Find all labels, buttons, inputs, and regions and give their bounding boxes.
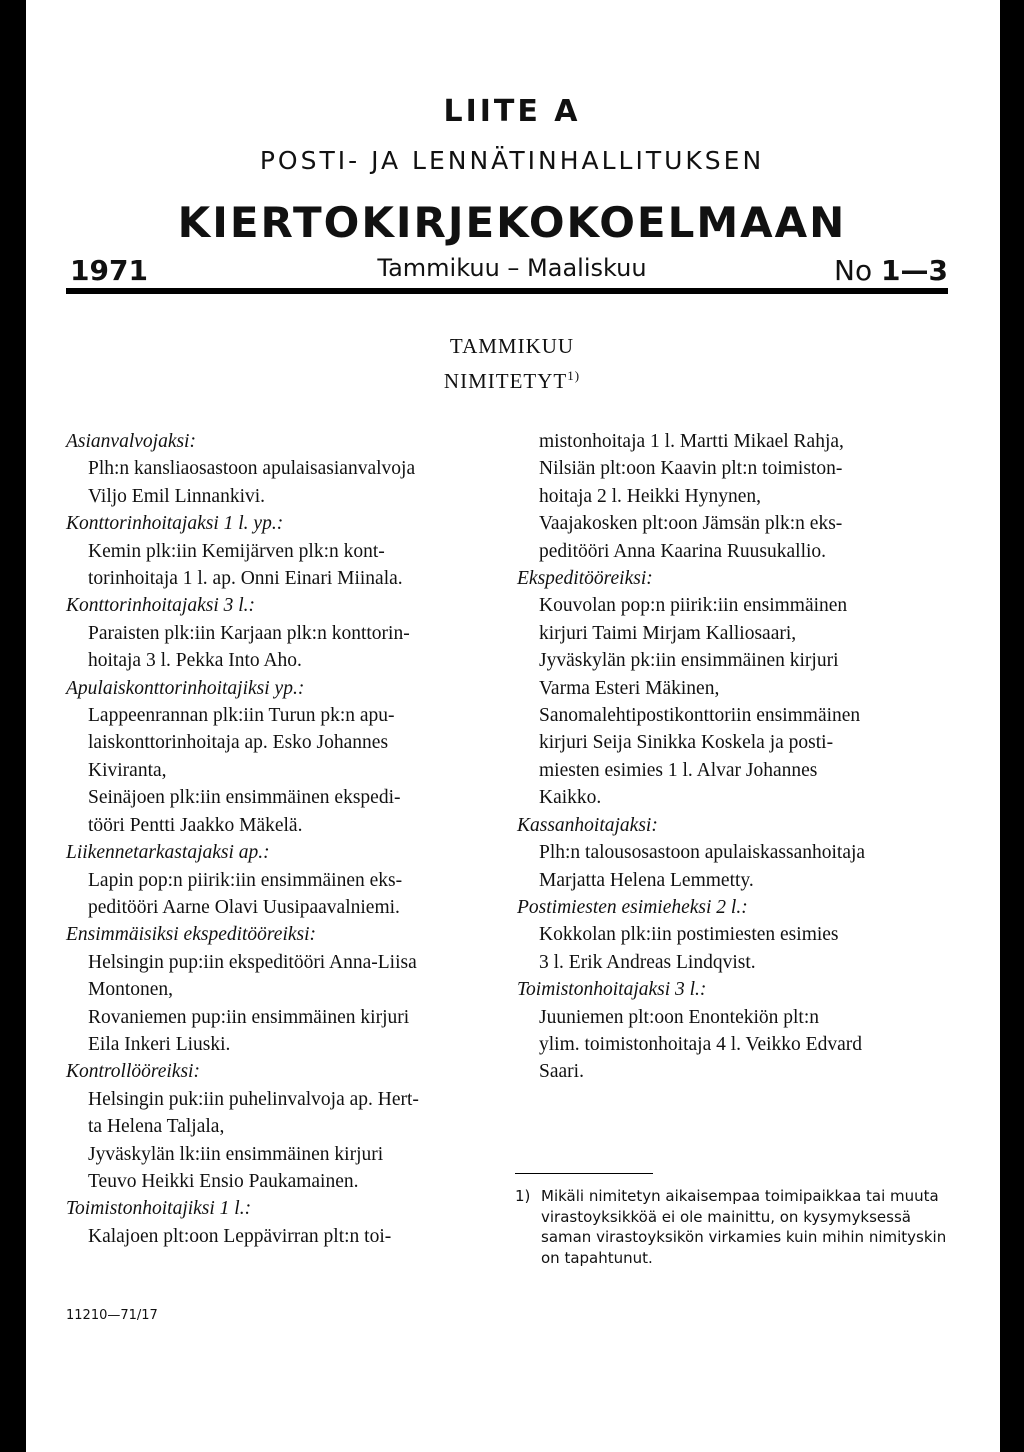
footnote [515,1186,955,1268]
text-line: miesten esimies 1 l. Alvar Johannes [539,759,818,781]
text-line: hoitaja 2 l. Heikki Hynynen, [539,485,762,507]
text-line: laiskonttorinhoitaja ap. Esko Johannes [88,732,389,754]
appendix-label: LIITE A [443,94,581,129]
section-month: TAMMIKUU [449,334,575,358]
text-line: Kokkolan plk:iin postimiesten esimies [539,924,839,946]
collection-title: KIERTOKIRJEKOKOELMAAN [177,198,847,247]
text-line: Plh:n talousosastoon apulaiskassanhoitaja [539,842,866,864]
year-label: 1971 [70,254,148,287]
text-line: Kiviranta, [88,759,167,781]
text-line: Helsingin pup:iin ekspeditööri Anna-Liisa [88,951,417,973]
header-rule [66,288,948,294]
footnote-text: Mikäli nimitetyn aikaisempaa toimipaikkaa tai muuta virastoyksikköä ei ole mainittu, on kysymyksessä saman virastoyksikön virkamies kuin mihin nimityskin on tapahtunut. [541,1187,947,1267]
section-heading: Kassanhoitajaksi: [517,814,658,836]
text-line: Kalajoen plt:oon Leppävirran plt:n toi- [88,1225,392,1247]
section-heading: Konttorinhoitajaksi 3 l.: [66,595,256,617]
text-line: peditööri Anna Kaarina Ruusukallio. [539,540,827,562]
text-line: Nilsiän plt:oon Kaavin plt:n toimiston- [539,458,843,480]
section-heading: Asianvalvojaksi: [66,431,196,452]
issue-number: No 1—3 [834,254,948,287]
text-line: Teuvo Heikki Ensio Paukamainen. [88,1170,359,1192]
text-line: kirjuri Taimi Mirjam Kalliosaari, [539,622,797,644]
text-line: Helsingin puk:iin puhelinvalvoja ap. Hert- [88,1088,419,1110]
text-line: torinhoitaja 1 l. ap. Onni Einari Miinala. [88,568,403,590]
text-line: Kouvolan pop:n piirik:iin ensimmäinen [539,595,848,617]
text-line: Sanomalehtipostikonttoriin ensimmäinen [539,705,861,727]
text-line: mistonhoitaja 1 l. Martti Mikael Rahja, [539,431,844,452]
section-heading: Apulaiskonttorinhoitajiksi yp.: [66,677,305,699]
text-line: Seinäjoen plk:iin ensimmäinen ekspedi- [88,787,401,809]
text-line: tööri Pentti Jaakko Mäkelä. [88,814,303,836]
text-line: Jyväskylän lk:iin ensimmäinen kirjuri [88,1143,384,1165]
section-heading: Kontrollööreiksi: [66,1061,200,1083]
section-heading: Toimistonhoitajaksi 3 l.: [517,979,707,1001]
text-line: Saari. [539,1061,584,1083]
text-line: Juuniemen plt:oon Enontekiön plt:n [539,1006,820,1028]
publisher-line: POSTI- JA LENNÄTINHALLITUKSEN [259,146,765,175]
text-line: Marjatta Helena Lemmetty. [539,869,754,891]
left-column [66,428,496,1250]
text-line: Jyväskylän pk:iin ensimmäinen kirjuri [539,650,839,672]
text-line: Lapin pop:n piirik:iin ensimmäinen eks- [88,869,403,891]
footnote-rule [515,1173,653,1174]
right-column [517,428,957,1086]
text-line: Rovaniemen pup:iin ensimmäinen kirjuri [88,1006,410,1028]
section-heading: Ensimmäisiksi ekspeditööreiksi: [66,924,317,946]
text-line: Lappeenrannan plk:iin Turun pk:n apu- [88,705,395,727]
text-line: Montonen, [88,979,174,1001]
text-line: Kemin plk:iin Kemijärven plk:n kont- [88,540,385,562]
text-line: ylim. toimistonhoitaja 4 l. Veikko Edvard [539,1033,862,1055]
months-label: Tammikuu – Maaliskuu [377,254,647,282]
text-line: peditööri Aarne Olavi Uusipaavalniemi. [88,896,400,918]
text-line: 3 l. Erik Andreas Lindqvist. [539,951,756,973]
text-line: Varma Esteri Mäkinen, [539,677,720,699]
section-heading: Toimistonhoitajiksi 1 l.: [66,1198,252,1220]
text-line: Vaajakosken plt:oon Jämsän plk:n eks- [539,513,843,535]
section-heading: Postimiesten esimieheksi 2 l.: [517,896,748,918]
footnote-mark: 1) [567,368,581,383]
section-heading: Liikennetarkastajaksi ap.: [66,842,270,864]
text-line: Paraisten plk:iin Karjaan plk:n konttorin- [88,622,410,644]
text-line: Viljo Emil Linnankivi. [88,485,266,507]
text-line: Kaikko. [539,787,602,809]
section-title: NIMITETYT$^{1)}$ [443,368,581,393]
text-line: kirjuri Seija Sinikka Koskela ja posti- [539,732,834,754]
print-code: 11210—71/17 [66,1308,158,1323]
text-line: Plh:n kansliaosastoon apulaisasianvalvoja [88,458,416,480]
section-heading: Konttorinhoitajaksi 1 l. yp.: [66,513,284,535]
text-line: Eila Inkeri Liuski. [88,1033,231,1055]
text-line: hoitaja 3 l. Pekka Into Aho. [88,650,302,672]
text-line: ta Helena Taljala, [88,1116,225,1138]
section-heading: Ekspeditööreiksi: [517,568,653,590]
footnote-number: 1) [515,1187,531,1205]
